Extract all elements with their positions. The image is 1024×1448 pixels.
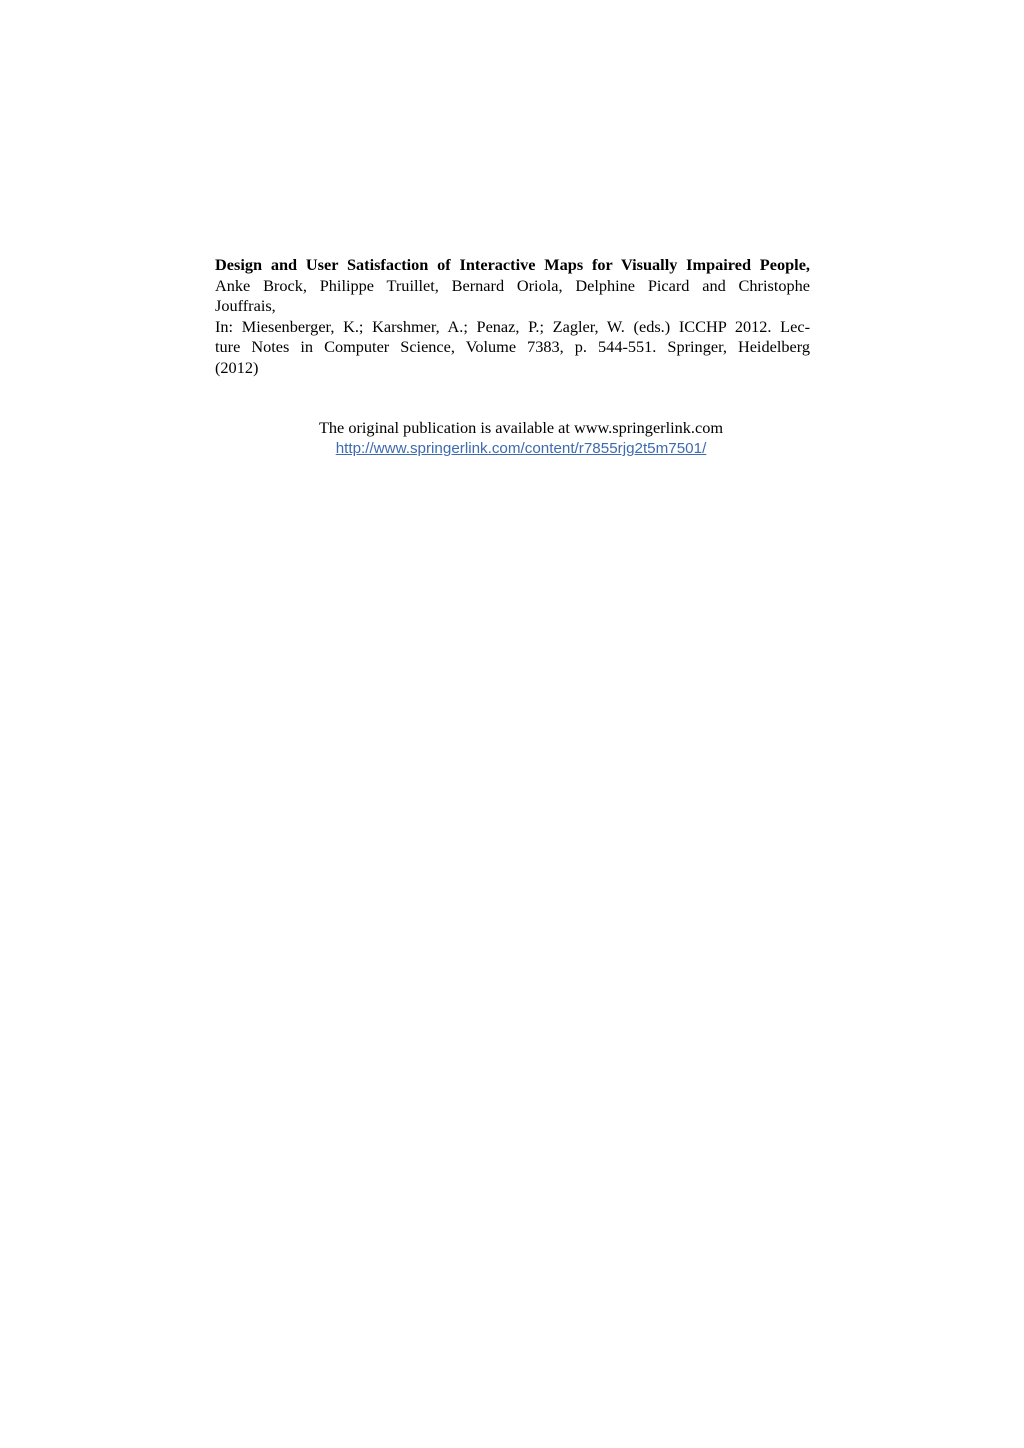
author-list-line-2: Jouffrais, <box>215 296 276 316</box>
source-line-1: In: Miesenberger, K.; Karshmer, A.; Penaz, P.; Zagler, W. (eds.) ICCHP 2012. Lec- <box>215 316 810 336</box>
publication-link[interactable]: http://www.springerlink.com/content/r7855rjg2t5m7501/ <box>335 440 707 457</box>
availability-block <box>215 417 827 459</box>
citation-block <box>215 255 810 379</box>
paper-title: Design and User Satisfaction of Interactive Maps for Visually Impaired People, <box>215 255 810 274</box>
availability-note: The original publication is available at www.springerlink.com <box>318 418 724 437</box>
author-list-line-1: Anke Brock, Philippe Truillet, Bernard Oriola, Delphine Picard and Christophe <box>215 275 810 295</box>
source-line-2: ture Notes in Computer Science, Volume 7383, p. 544-551. Springer, Heidelberg <box>215 337 810 357</box>
source-line-3: (2012) <box>215 357 259 377</box>
